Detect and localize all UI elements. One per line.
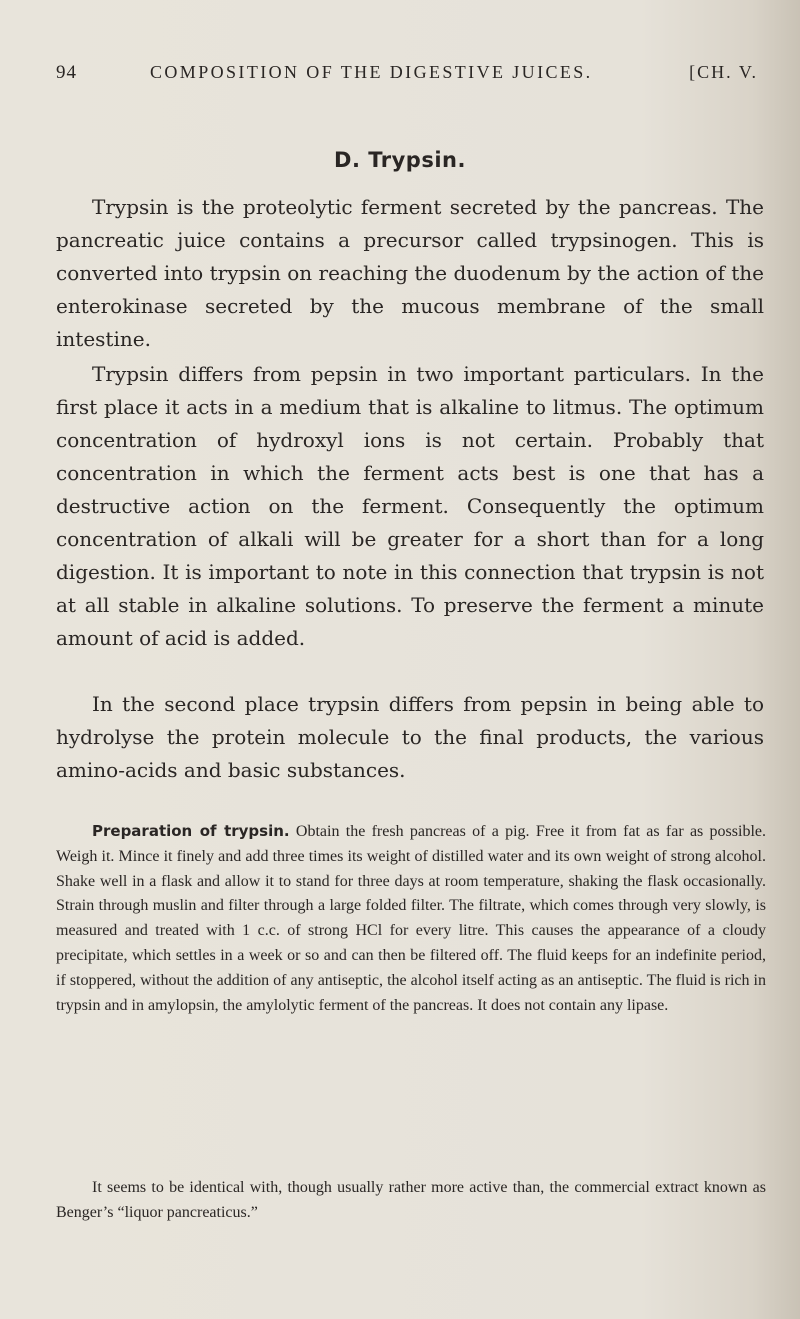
preparation-heading: Preparation of trypsin. bbox=[92, 822, 290, 840]
page-number: 94 bbox=[56, 62, 77, 83]
preparation-paragraph bbox=[56, 819, 766, 1018]
running-title: COMPOSITION OF THE DIGESTIVE JUICES. bbox=[150, 62, 593, 82]
section-title: D. Trypsin. bbox=[334, 148, 466, 172]
note-paragraph: It seems to be identical with, though usually rather more active than, the commercial extract known as Benger’s “liquor pancreaticus.” bbox=[56, 1179, 766, 1221]
body-paragraph-1: Trypsin is the proteolytic ferment secreted by the pancreas. The pancreatic juice contains a precursor called trypsinogen. This is converted into trypsin on reaching the duodenum by the action of the enterokinase secreted by the mucous membrane of the small intestine. bbox=[56, 195, 764, 351]
body-paragraph-2: Trypsin differs from pepsin in two important particulars. In the first place it acts in a medium that is alkaline to litmus. The optimum concentration of hydroxyl ions is not certain. Probably that concentration in which the ferment acts best is one that has a destructive action on the ferment. Consequently the optimum concentration of alkali will be greater for a short than for a long digestion. It is important to note in this connection that trypsin is not at all stable in alkaline solutions. To preserve the ferment a minute amount of acid is added. bbox=[56, 362, 764, 650]
chapter-marker: [CH. V. bbox=[689, 62, 758, 82]
preparation-text: Obtain the fresh pancreas of a pig. Free it from fat as far as possible. Weigh it. Mince it finely and add three times its weight of distilled water and its own weight of strong alcohol. Shake well in a flask and allow it to stand for three days at room temperature, shaking the flask occasionally. Strain through muslin and filter through a large folded filter. The filtrate, which comes through very slowly, is measured and treated with 1 c.c. of strong HCl for every litre. This causes the appearance of a cloudy precipitate, which settles in a week or so and can then be filtered off. The fluid keeps for an indefinite period, if stoppered, without the addition of any antiseptic, the alcohol itself acting as an antiseptic. The fluid is rich in trypsin and in amylopsin, the amylolytic ferment of the pancreas. It does not contain any lipase. bbox=[56, 823, 767, 1014]
page-header bbox=[56, 62, 760, 92]
body-paragraph-3: In the second place trypsin differs from pepsin in being able to hydrolyse the protein molecule to the final products, the various amino-acids and basic substances. bbox=[56, 692, 764, 782]
